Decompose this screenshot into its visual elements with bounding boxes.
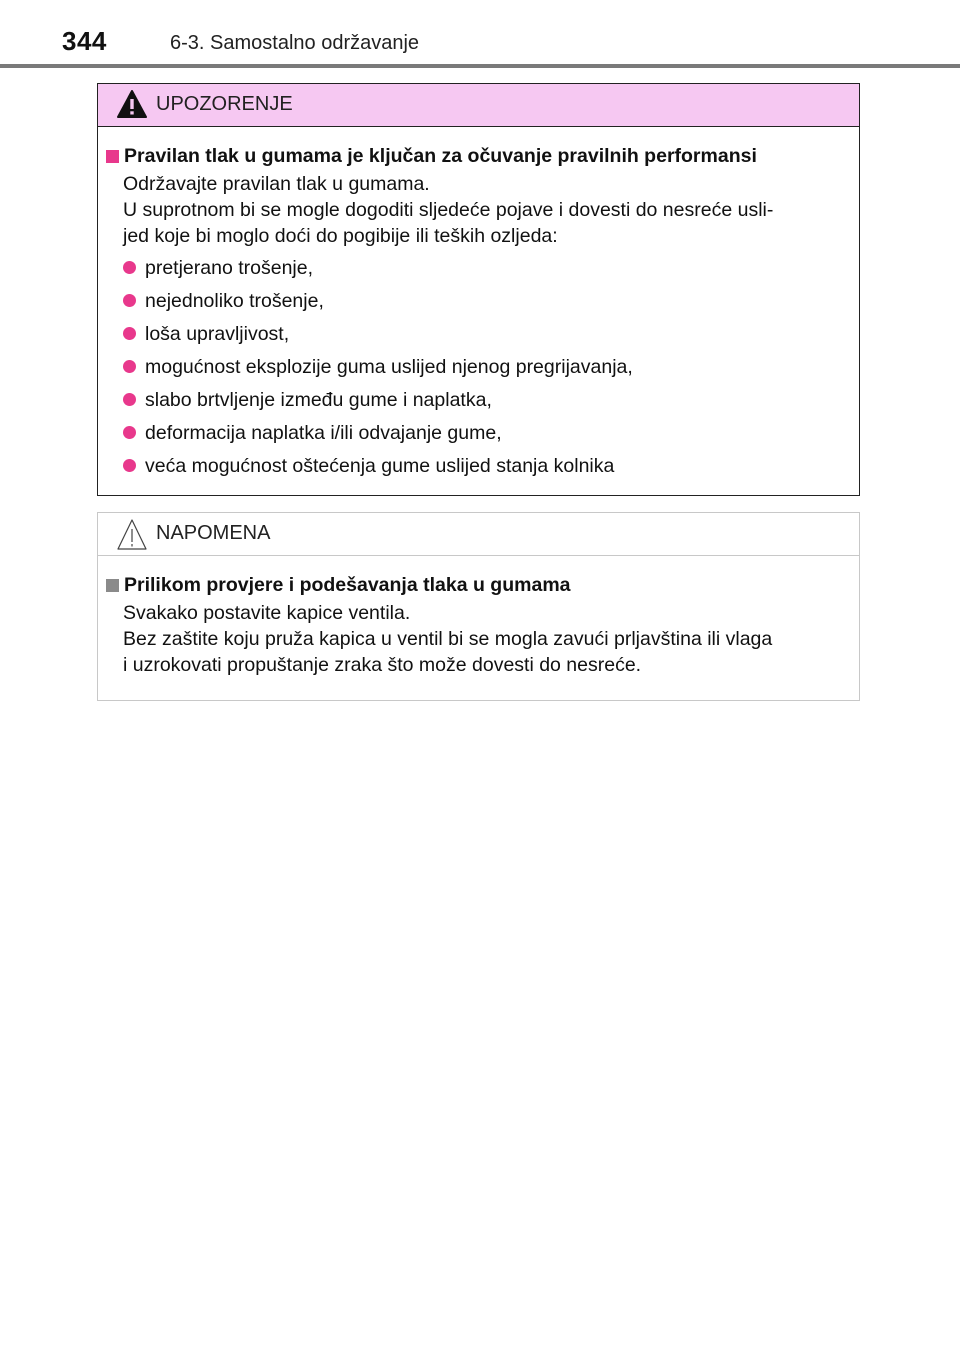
header-rule bbox=[0, 64, 960, 68]
warning-triangle-filled-icon bbox=[116, 89, 148, 119]
bullet-dot-icon bbox=[123, 360, 136, 373]
note-body bbox=[98, 556, 859, 678]
list-item bbox=[123, 453, 843, 479]
list-item bbox=[123, 387, 843, 413]
warning-topic-text: Pravilan tlak u gumama je ključan za očuvanje pravilnih performansi bbox=[124, 145, 757, 167]
bullet-dot-icon bbox=[123, 327, 136, 340]
list-item bbox=[123, 420, 843, 446]
list-item-text: slabo brtvljenje između gume i naplatka, bbox=[145, 389, 492, 411]
warning-topic bbox=[106, 143, 843, 169]
list-item bbox=[123, 354, 843, 380]
note-line: Bez zaštite koju pruža kapica u ventil bi se mogla zavući prljavština ili vlaga bbox=[123, 628, 773, 650]
list-item-text: deformacija naplatka i/ili odvajanje gume, bbox=[145, 422, 502, 444]
note-box bbox=[97, 512, 860, 701]
note-topic-text: Prilikom provjere i podešavanja tlaka u gumama bbox=[124, 574, 571, 596]
note-paragraph bbox=[106, 600, 843, 678]
warning-label: UPOZORENJE bbox=[156, 93, 293, 115]
warning-line: Održavajte pravilan tlak u gumama. bbox=[123, 173, 430, 195]
page-number: 344 bbox=[62, 26, 107, 56]
note-topic bbox=[106, 572, 843, 598]
warning-line: U suprotnom bi se mogle dogoditi sljedeće pojave i dovesti do nesreće usli- bbox=[123, 199, 774, 221]
list-item-text: nejednoliko trošenje, bbox=[145, 290, 324, 312]
bullet-dot-icon bbox=[123, 393, 136, 406]
warning-header bbox=[98, 84, 859, 127]
list-item-text: pretjerano trošenje, bbox=[145, 257, 314, 279]
list-item-text: veća mogućnost oštećenja gume uslijed stanja kolnika bbox=[145, 455, 615, 477]
note-label: NAPOMENA bbox=[156, 522, 271, 544]
list-item-text: loša upravljivost, bbox=[145, 323, 290, 345]
note-line: i uzrokovati propuštanje zraka što može dovesti do nesreće. bbox=[123, 654, 642, 676]
note-header bbox=[98, 513, 859, 556]
list-item-text: mogućnost eksplozije guma uslijed njenog pregrijavanja, bbox=[145, 356, 633, 378]
warning-paragraph bbox=[106, 171, 843, 249]
topic-square-icon bbox=[106, 150, 119, 163]
note-line: Svakako postavite kapice ventila. bbox=[123, 602, 411, 624]
list-item bbox=[123, 321, 843, 347]
bullet-dot-icon bbox=[123, 426, 136, 439]
caution-triangle-outline-icon bbox=[116, 518, 148, 551]
section-title: 6-3. Samostalno održavanje bbox=[170, 32, 420, 54]
bullet-dot-icon bbox=[123, 459, 136, 472]
warning-bullet-list bbox=[106, 255, 843, 479]
list-item bbox=[123, 288, 843, 314]
warning-body bbox=[98, 127, 859, 479]
warning-line: jed koje bi moglo doći do pogibije ili teških ozljeda: bbox=[123, 225, 558, 247]
page-header bbox=[0, 0, 960, 68]
warning-box bbox=[97, 83, 860, 496]
topic-square-icon bbox=[106, 579, 119, 592]
list-item bbox=[123, 255, 843, 281]
bullet-dot-icon bbox=[123, 294, 136, 307]
bullet-dot-icon bbox=[123, 261, 136, 274]
